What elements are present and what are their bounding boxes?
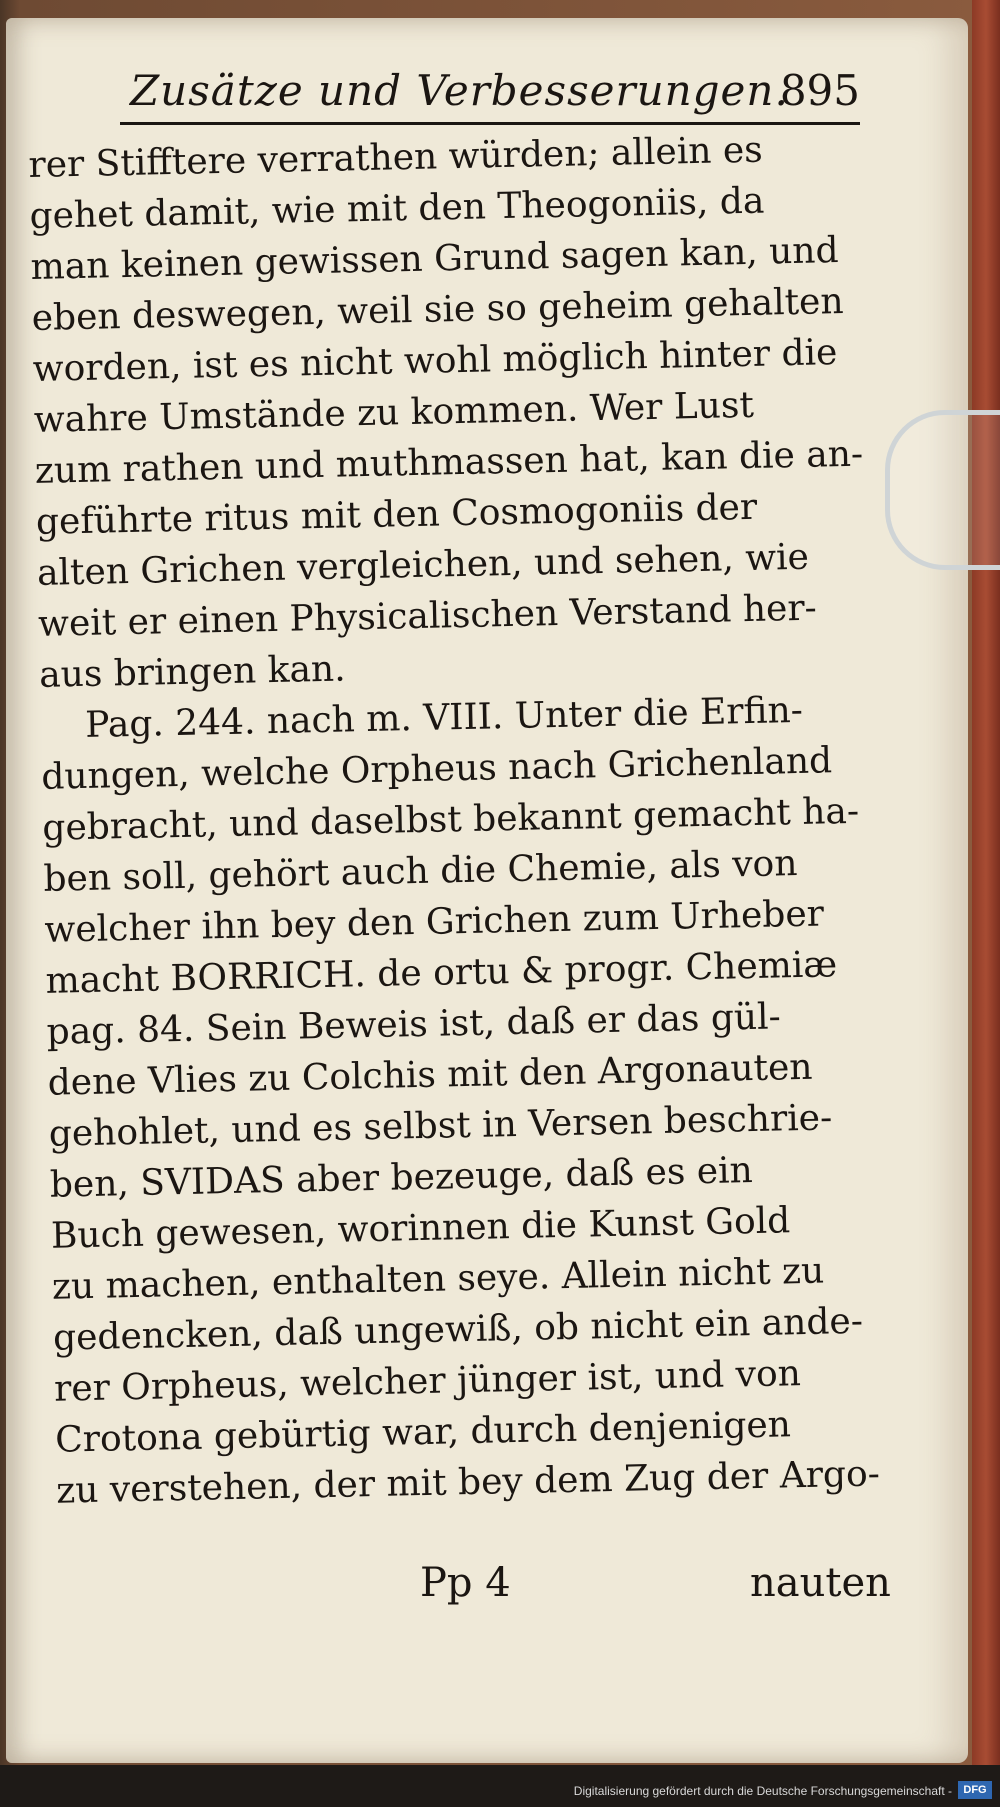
text-line: welcher ihn bey den Grichen zum Urheber xyxy=(44,893,825,951)
text-line: zu verstehen, der mit bey dem Zug der Argo- xyxy=(55,1453,881,1512)
text-line: ben soll, gehört auch die Chemie, als von xyxy=(43,843,798,900)
text-line: ben, SVIDAS aber bezeuge, daß es ein xyxy=(49,1150,754,1206)
text-line: man keinen gewissen Grund sagen kan, und xyxy=(30,230,839,288)
text-line: gebracht, und daselbst bekannt gemacht ha- xyxy=(41,790,860,849)
dfg-logo-icon: DFG xyxy=(958,1781,992,1799)
text-line: zu machen, enthalten seye. Allein nicht zu xyxy=(51,1250,825,1308)
signature-mark: Pp 4 xyxy=(420,1560,511,1606)
page-footer xyxy=(30,1560,891,1620)
text-line: gehohlet, und es selbst in Versen beschrie- xyxy=(48,1097,833,1155)
page-clip xyxy=(885,410,1000,570)
page-number: 895 xyxy=(779,66,860,115)
text-line: rer Orpheus, welcher jünger ist, und von xyxy=(53,1353,802,1410)
text-line: alten Grichen vergleichen, und sehen, wie xyxy=(36,536,810,594)
body-text xyxy=(28,122,903,1579)
text-line: eben deswegen, weil sie so geheim gehalten xyxy=(31,280,844,339)
text-line: Pag. 244. nach m. VIII. Unter die Erfin- xyxy=(84,689,804,746)
text-line: aus bringen kan. xyxy=(38,648,346,696)
text-line: pag. 84. Sein Beweis ist, daß er das gül- xyxy=(46,996,782,1053)
running-header xyxy=(120,62,860,125)
text-line: weit er einen Physicalischen Verstand her- xyxy=(37,587,818,645)
book-spine-edge xyxy=(972,0,1000,1807)
text-line: Crotona gebürtig war, durch denjenigen xyxy=(54,1404,792,1461)
text-line: Buch gewesen, worinnen die Kunst Gold xyxy=(50,1200,791,1257)
text-line: rer Stifftere verrathen würden; allein es xyxy=(28,129,764,186)
text-line: zum rathen und muthmassen hat, kan die an- xyxy=(34,433,864,492)
text-line: wahre Umstände zu kommen. Wer Lust xyxy=(33,384,755,441)
header-title: Zusätze und Verbesserungen. xyxy=(130,66,789,115)
text-line: dungen, welche Orpheus nach Grichenland xyxy=(40,740,833,798)
text-line: dene Vlies zu Colchis mit den Argonauten xyxy=(47,1046,813,1104)
text-line: worden, ist es nicht wohl möglich hinter die xyxy=(32,332,838,390)
credit-text: Digitalisierung gefördert durch die Deutsche Forschungsgemeinschaft - xyxy=(573,1784,952,1798)
catchword: nauten xyxy=(750,1560,891,1606)
text-line: gehet damit, wie mit den Theogoniis, da xyxy=(29,180,765,237)
text-line: macht BORRICH. de ortu & progr. Chemiæ xyxy=(45,944,838,1002)
text-line: geführte ritus mit den Cosmogoniis der xyxy=(35,486,758,543)
text-line: gedencken, daß ungewiß, ob nicht ein ande- xyxy=(52,1300,864,1359)
